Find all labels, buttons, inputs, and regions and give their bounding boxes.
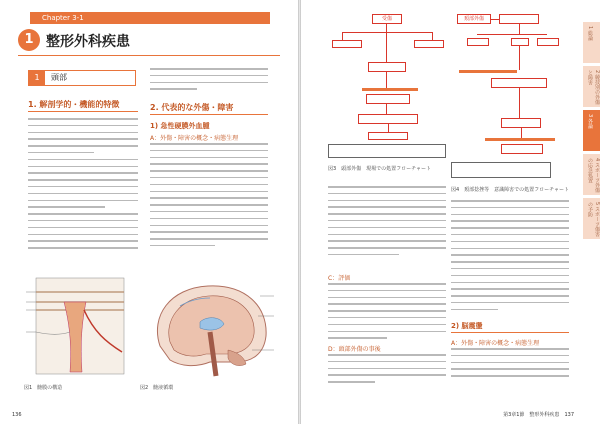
figure-flowchart-neck [451, 12, 569, 182]
page-number-left: 136 [12, 412, 22, 418]
section-number: 1 [29, 71, 45, 85]
heading-injuries: 2. 代表的な外傷・障害 [150, 103, 234, 112]
heading-first-aid: D：頭部外傷の事後 [328, 346, 381, 353]
flow-start: 受傷 [372, 14, 402, 24]
heading-rule [451, 332, 569, 333]
chapter-label: Chapter 3-1 [30, 12, 270, 24]
chapter-title: 整形外科疾患 [46, 34, 130, 50]
body-text-r1-mid [328, 283, 446, 344]
heading-anatomy: 1. 解剖学的・機能的特徴 [28, 100, 120, 109]
right-page [301, 0, 600, 424]
tab-3-active[interactable]: 3 各論 [583, 110, 600, 151]
page-number-right: 137 [564, 412, 574, 418]
flow-start-neck: 頚部外傷 [457, 14, 491, 24]
figure-csf-circulation [140, 276, 276, 380]
footer-right: 第3章1節 整形外科疾患 137 [503, 412, 574, 418]
tab-5[interactable]: 5 スポーツ傷害の予防 [583, 198, 600, 239]
tab-1[interactable]: 1 総論 [583, 22, 600, 63]
heading-concussion: 2) 脳震盪 [451, 322, 483, 330]
figure1-caption: 図1 髄膜の構造 [24, 385, 63, 391]
body-text-r2 [451, 200, 569, 316]
figure-flowchart-head [328, 12, 446, 162]
body-text-col1 [28, 118, 138, 254]
body-text-r1-top [328, 186, 446, 261]
body-text-col2 [150, 143, 268, 252]
figure2-caption: 図2 髄液循環 [140, 385, 174, 391]
figure-meninges [24, 272, 128, 380]
heading-subdural: 1) 急性硬膜外血腫 [150, 122, 210, 130]
chapter-number-badge: 1 [18, 29, 40, 51]
chapter-tabs [583, 22, 600, 242]
section-heading [28, 70, 136, 86]
tab-2[interactable]: 2 競技別の外傷と障害 [583, 66, 600, 107]
heading-overview2: A：外傷・障害の概念・病態生理 [451, 340, 540, 347]
heading-overview: A：外傷・障害の概念・病態生理 [150, 135, 239, 142]
body-text-r1-bottom [328, 354, 446, 388]
left-page [0, 0, 298, 424]
figure3-caption: 図3 頭部外傷 現場での処置フローチャート [328, 166, 432, 172]
section-title: 頭部 [51, 73, 67, 82]
figure4-caption: 図4 頚部捻挫等 意識障害での処置フローチャート [451, 187, 570, 193]
tab-4[interactable]: 4 スポーツ外傷の応急処置 [583, 154, 600, 195]
body-text-col2-top [150, 68, 268, 95]
heading-rule [28, 111, 138, 112]
chapter-rule [18, 55, 280, 56]
body-text-r2-bottom [451, 348, 569, 382]
heading-evaluation: C：評価 [328, 275, 351, 282]
heading-rule [150, 114, 268, 115]
